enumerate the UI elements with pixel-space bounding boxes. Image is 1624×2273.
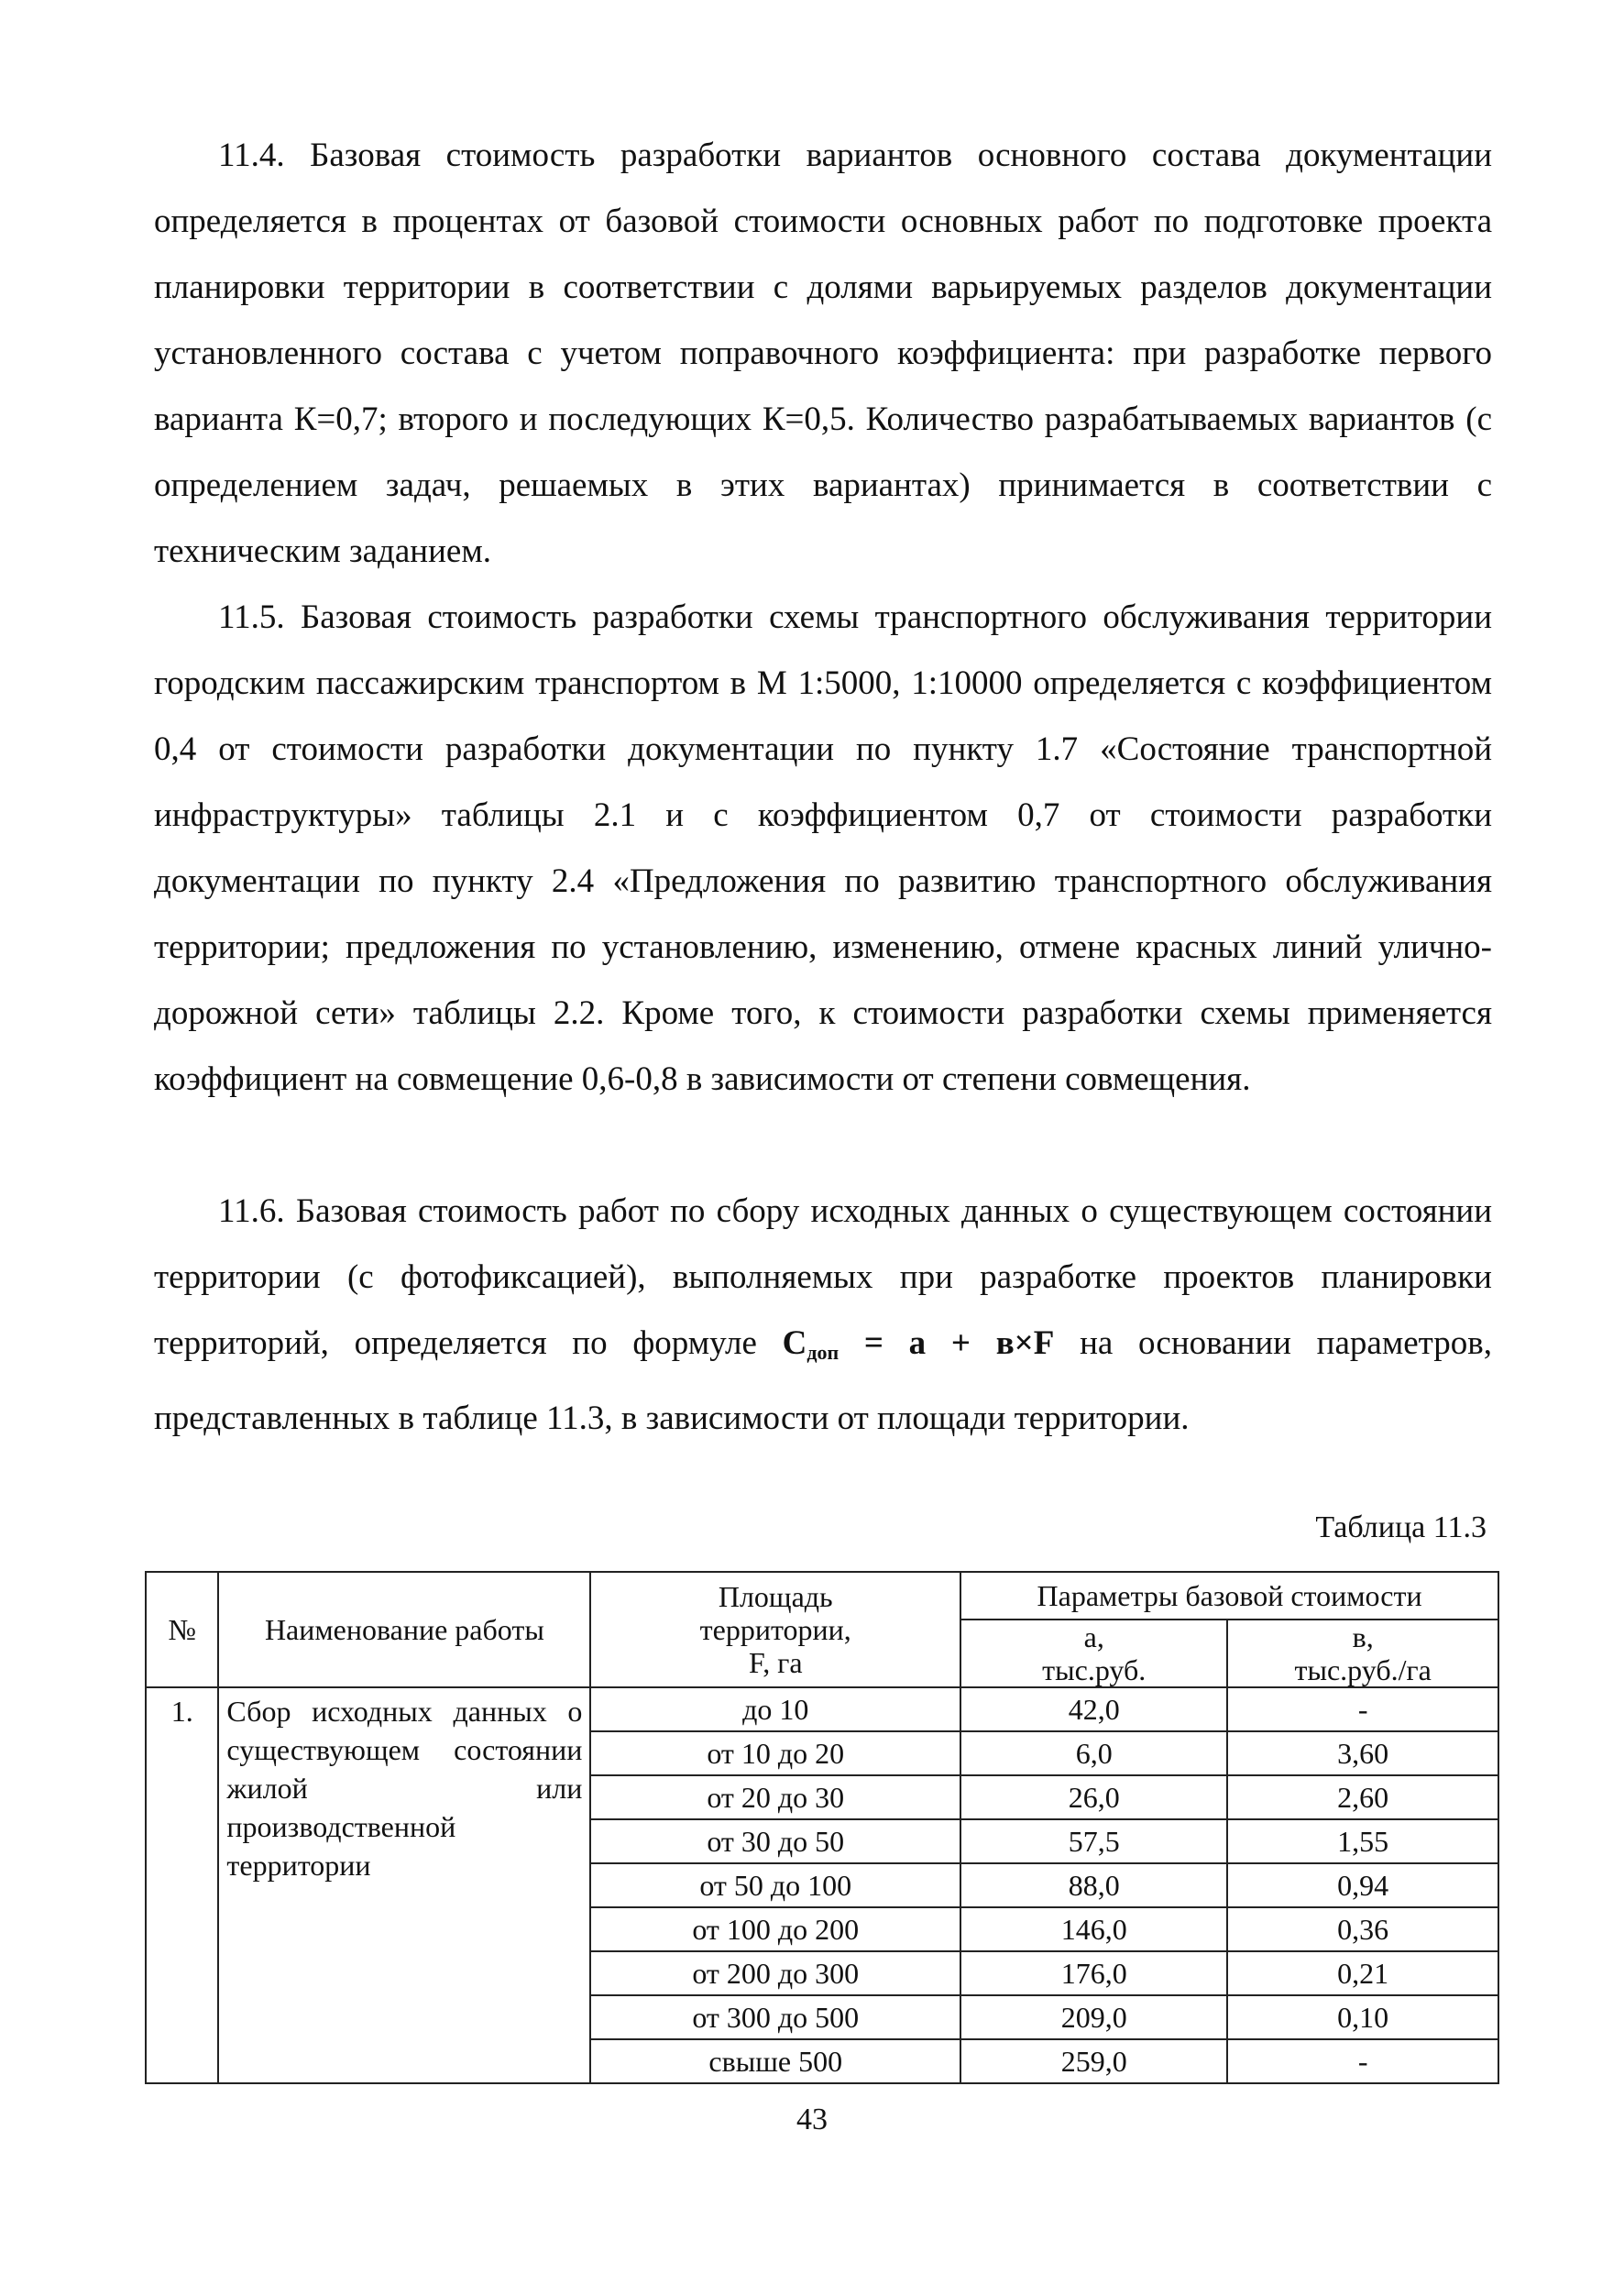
header-work-name: Наименование работы	[218, 1572, 590, 1687]
header-param-a	[960, 1620, 1227, 1687]
cell-param-a: 57,5	[960, 1819, 1227, 1863]
paragraph-11-6-text-end: на основании параметров, представленных в таблице 11.3, в зависимости от площади территории.	[154, 1324, 1492, 1437]
cell-param-a: 88,0	[960, 1863, 1227, 1907]
cell-param-b: 0,21	[1227, 1951, 1498, 1995]
cell-param-b: 3,60	[1227, 1731, 1498, 1775]
row-number: 1.	[146, 1687, 218, 2083]
header-param-a-unit: тыс.руб.	[1042, 1653, 1147, 1686]
row-work-name: Сбор исходных данных о существующем состоянии жилой или производственной территории	[218, 1687, 590, 2083]
cell-param-a: 209,0	[960, 1995, 1227, 2039]
formula-symbol: С	[782, 1324, 807, 1362]
header-area-line3: F, га	[748, 1646, 803, 1679]
header-param-b-unit: тыс.руб./га	[1294, 1653, 1432, 1686]
header-base-cost-params: Параметры базовой стоимости	[960, 1572, 1498, 1620]
paragraph-11-6	[154, 1179, 1492, 1452]
cell-area: от 10 до 20	[590, 1731, 960, 1775]
cell-param-b: -	[1227, 1687, 1498, 1731]
cell-area: от 30 до 50	[590, 1819, 960, 1863]
paragraph-11-4	[154, 123, 1492, 585]
table-caption: Таблица 11.3	[1315, 1510, 1487, 1544]
formula-expression: = а + в×F	[839, 1324, 1055, 1362]
cell-area: от 20 до 30	[590, 1775, 960, 1819]
cost-formula	[783, 1324, 1055, 1362]
header-param-b	[1227, 1620, 1498, 1687]
cell-param-a: 259,0	[960, 2039, 1227, 2083]
paragraph-11-4-text: 11.4. Базовая стоимость разработки вариантов основного состава документации определяется в процентах от базовой стоимости основных работ по подготовке проекта планировки территории в соответствии с долями варьируемых разделов документации установленного состава с учетом поправочного коэффициента: при разработке первого варианта К=0,7; второго и последующих К=0,5. Количество разрабатываемых вариантов (с определением задач, решаемых в этих вариантах) принимается в соответствии с техническим заданием.	[154, 137, 1492, 570]
cell-param-a: 6,0	[960, 1731, 1227, 1775]
cell-area: до 10	[590, 1687, 960, 1731]
cost-parameters-table	[145, 1571, 1499, 2084]
header-area-line2: территории,	[699, 1613, 851, 1646]
table-row	[146, 1687, 1498, 1731]
header-param-a-label: а,	[1083, 1620, 1104, 1653]
cell-param-a: 42,0	[960, 1687, 1227, 1731]
paragraph-11-6-text-start: 11.6. Базовая стоимость работ по сбору исходных данных о существующем состоянии территории (с фотофиксацией), выполняемых при разработке проектов планировки территорий, определяется по формуле	[154, 1192, 1492, 1362]
paragraph-11-5-text: 11.5. Базовая стоимость разработки схемы транспортного обслуживания территории городским пассажирским транспортом в М 1:5000, 1:10000 определяется с коэффициентом 0,4 от стоимости разработки документации по пункту 1.7 «Состояние транспортной инфраструктуры» таблицы 2.1 и с коэффициентом 0,7 от стоимости разработки документации по пункту 2.4 «Предложения по развитию транспортного обслуживания территории; предложения по установлению, изменению, отмене красных линий улично-дорожной сети» таблицы 2.2. Кроме того, к стоимости разработки схемы применяется коэффициент на совмещение 0,6-0,8 в зависимости от степени совмещения.	[154, 598, 1492, 1098]
header-area	[590, 1572, 960, 1687]
page-number: 43	[796, 2103, 828, 2136]
cell-area: от 100 до 200	[590, 1907, 960, 1951]
cell-param-b: 0,10	[1227, 1995, 1498, 2039]
formula-subscript: доп	[807, 1341, 839, 1364]
cell-area: от 50 до 100	[590, 1863, 960, 1907]
cell-param-a: 176,0	[960, 1951, 1227, 1995]
table-header-row	[146, 1572, 1498, 1620]
cell-param-a: 146,0	[960, 1907, 1227, 1951]
cell-param-b: 0,36	[1227, 1907, 1498, 1951]
cell-area: свыше 500	[590, 2039, 960, 2083]
header-param-b-label: в,	[1352, 1620, 1374, 1653]
cell-area: от 200 до 300	[590, 1951, 960, 1995]
cell-param-b: 0,94	[1227, 1863, 1498, 1907]
cell-param-b: 1,55	[1227, 1819, 1498, 1863]
cell-param-b: -	[1227, 2039, 1498, 2083]
cell-param-a: 26,0	[960, 1775, 1227, 1819]
header-number: №	[146, 1572, 218, 1687]
header-area-line1: Площадь	[718, 1580, 833, 1613]
paragraph-11-5	[154, 585, 1492, 1113]
cell-param-b: 2,60	[1227, 1775, 1498, 1819]
cell-area: от 300 до 500	[590, 1995, 960, 2039]
